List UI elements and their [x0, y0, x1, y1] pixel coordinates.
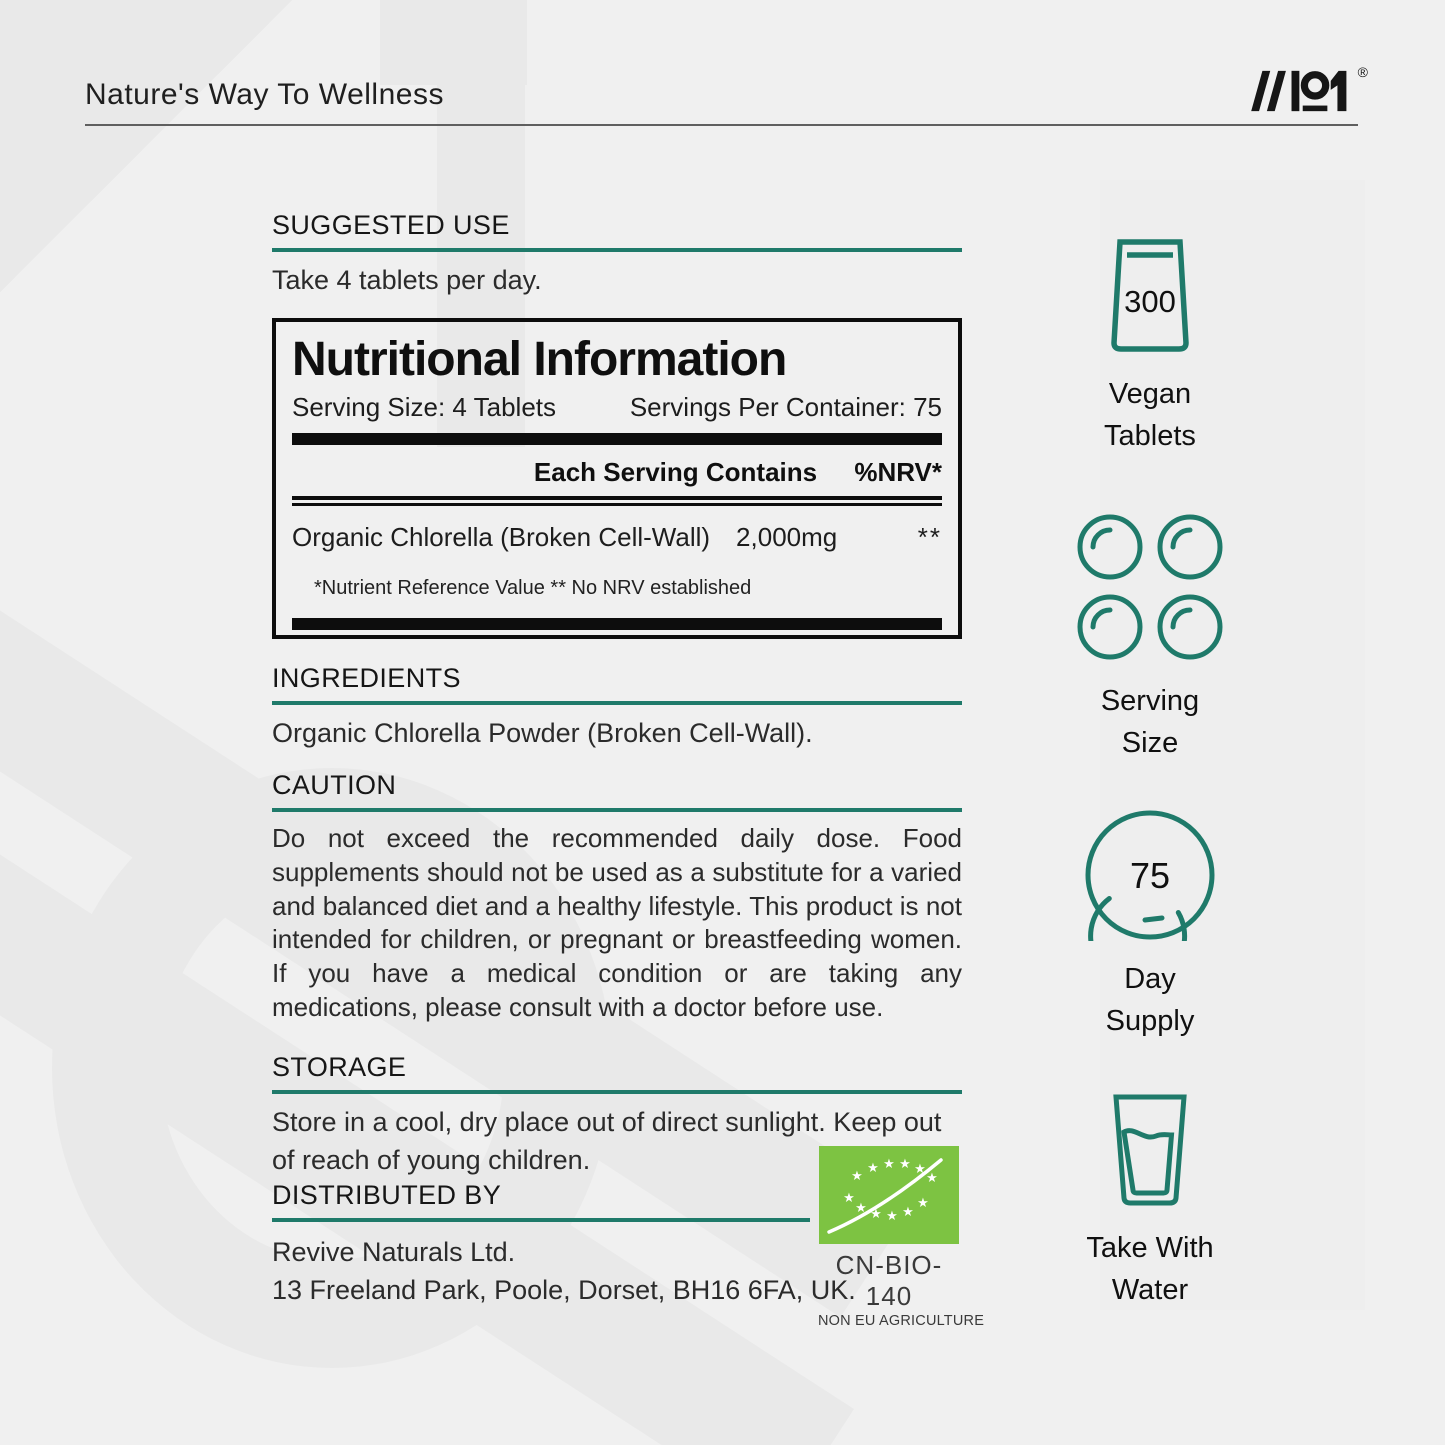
- badge-label-line1: Take With: [1086, 1232, 1214, 1264]
- svg-text:★: ★: [870, 1207, 882, 1222]
- badge-label-line1: Serving: [1100, 685, 1200, 717]
- ingredient-amount: 2,000mg: [736, 522, 838, 553]
- distributor-name: Revive Naturals Ltd.: [272, 1237, 516, 1267]
- day-count: 75: [1129, 855, 1171, 897]
- ingredients-text: Organic Chlorella Powder (Broken Cell-Wall).: [272, 718, 813, 748]
- teal-rule: [272, 1218, 810, 1222]
- nutrition-title: Nutritional Information: [292, 333, 787, 386]
- each-serving-contains-label: Each Serving Contains: [533, 457, 818, 488]
- tablet-count: 300: [1124, 284, 1176, 320]
- organic-certification: [818, 1146, 985, 1329]
- brand-logo-101: [1240, 64, 1370, 120]
- section-ingredients: [272, 663, 962, 753]
- watermark-shape: [0, 0, 312, 312]
- svg-text:★: ★: [914, 1162, 926, 1177]
- brand-tagline: Nature's Way To Wellness: [85, 78, 444, 111]
- storage-heading: STORAGE: [272, 1052, 407, 1082]
- water-glass-icon-wrap: [1110, 1094, 1190, 1211]
- eu-leaf-stars-icon: [819, 1146, 959, 1244]
- certification-origin: NON EU AGRICULTURE: [818, 1313, 985, 1329]
- teal-rule: [272, 1090, 962, 1094]
- tablets-icon: [1076, 513, 1224, 661]
- nutrition-facts-box: [272, 318, 962, 639]
- section-caution: [272, 770, 962, 1025]
- ingredients-heading: INGREDIENTS: [272, 663, 461, 693]
- badge-label-line1: Day: [1124, 963, 1176, 995]
- svg-text:★: ★: [899, 1157, 911, 1172]
- svg-text:★: ★: [851, 1169, 863, 1184]
- svg-text:★: ★: [867, 1161, 879, 1176]
- suggested-use-heading: SUGGESTED USE: [272, 210, 510, 240]
- badge-serving-size: [1020, 513, 1280, 764]
- water-glass-icon: [1110, 1094, 1190, 1206]
- badge-label-line2: Supply: [1105, 1005, 1195, 1038]
- badge-day-supply: [1020, 809, 1280, 1042]
- section-suggested-use: [272, 210, 962, 300]
- divider-bar: [292, 618, 942, 630]
- serving-size: Serving Size: 4 Tablets: [292, 392, 556, 422]
- caution-text: Do not exceed the recommended daily dose. Food supplements should not be used as a substitute for a varied and balanced diet and a healthy lifestyle. This product is not intended for children, or pregnant or breastfeeding women. If you have a medical condition or are taking any medications, please consult with a doctor before use.: [272, 823, 962, 1022]
- svg-text:★: ★: [917, 1196, 929, 1211]
- teal-rule: [272, 701, 962, 705]
- logo-101-icon: [1240, 68, 1352, 114]
- eu-organic-leaf-icon: [819, 1146, 959, 1244]
- distributed-by-heading: DISTRIBUTED BY: [272, 1180, 502, 1210]
- svg-text:★: ★: [843, 1191, 855, 1206]
- badge-label: [1020, 373, 1280, 457]
- tablets-icon-wrap: [1076, 513, 1224, 666]
- badge-vegan-tablets: [1020, 238, 1280, 457]
- svg-text:★: ★: [883, 1157, 895, 1172]
- nrv-header-label: %NRV*: [854, 457, 942, 488]
- badge-label: [1020, 680, 1280, 764]
- badge-label-line2: Size: [1121, 727, 1179, 760]
- servings-per-container: Servings Per Container: 75: [629, 392, 942, 422]
- day-supply-icon-wrap: [1084, 809, 1216, 946]
- divider-bar: [292, 433, 942, 445]
- table-header: [292, 457, 942, 488]
- table-row: [292, 522, 942, 553]
- badge-label: [1020, 958, 1280, 1042]
- badge-label-line2: Water: [1111, 1274, 1189, 1307]
- nrv-footnote: *Nutrient Reference Value ** No NRV established: [314, 576, 752, 599]
- ingredient-name: Organic Chlorella (Broken Cell-Wall): [292, 522, 711, 553]
- registered-mark: ®: [1357, 64, 1368, 80]
- pouch-icon-wrap: [1108, 238, 1192, 357]
- certification-code: CN-BIO-140: [835, 1250, 943, 1311]
- badge-label: [1020, 1227, 1280, 1311]
- double-divider: [292, 496, 942, 506]
- storage-text: Store in a cool, dry place out of direct sunlight. Keep out of reach of young children.: [272, 1107, 942, 1175]
- svg-text:★: ★: [886, 1209, 898, 1224]
- badge-label-line1: Vegan: [1108, 378, 1192, 410]
- caution-heading: CAUTION: [272, 770, 397, 800]
- svg-text:★: ★: [855, 1201, 867, 1216]
- teal-rule: [272, 248, 962, 252]
- distributor-address: 13 Freeland Park, Poole, Dorset, BH16 6FA, UK.: [272, 1274, 856, 1305]
- ingredient-nrv: **: [917, 522, 942, 553]
- badge-take-with-water: [1020, 1094, 1280, 1311]
- header-divider: [85, 124, 1358, 126]
- badge-label-line2: Tablets: [1104, 420, 1196, 453]
- serving-row: [292, 392, 942, 423]
- svg-text:★: ★: [902, 1205, 914, 1220]
- teal-rule: [272, 808, 962, 812]
- suggested-use-text: Take 4 tablets per day.: [272, 265, 542, 295]
- svg-text:★: ★: [926, 1171, 938, 1186]
